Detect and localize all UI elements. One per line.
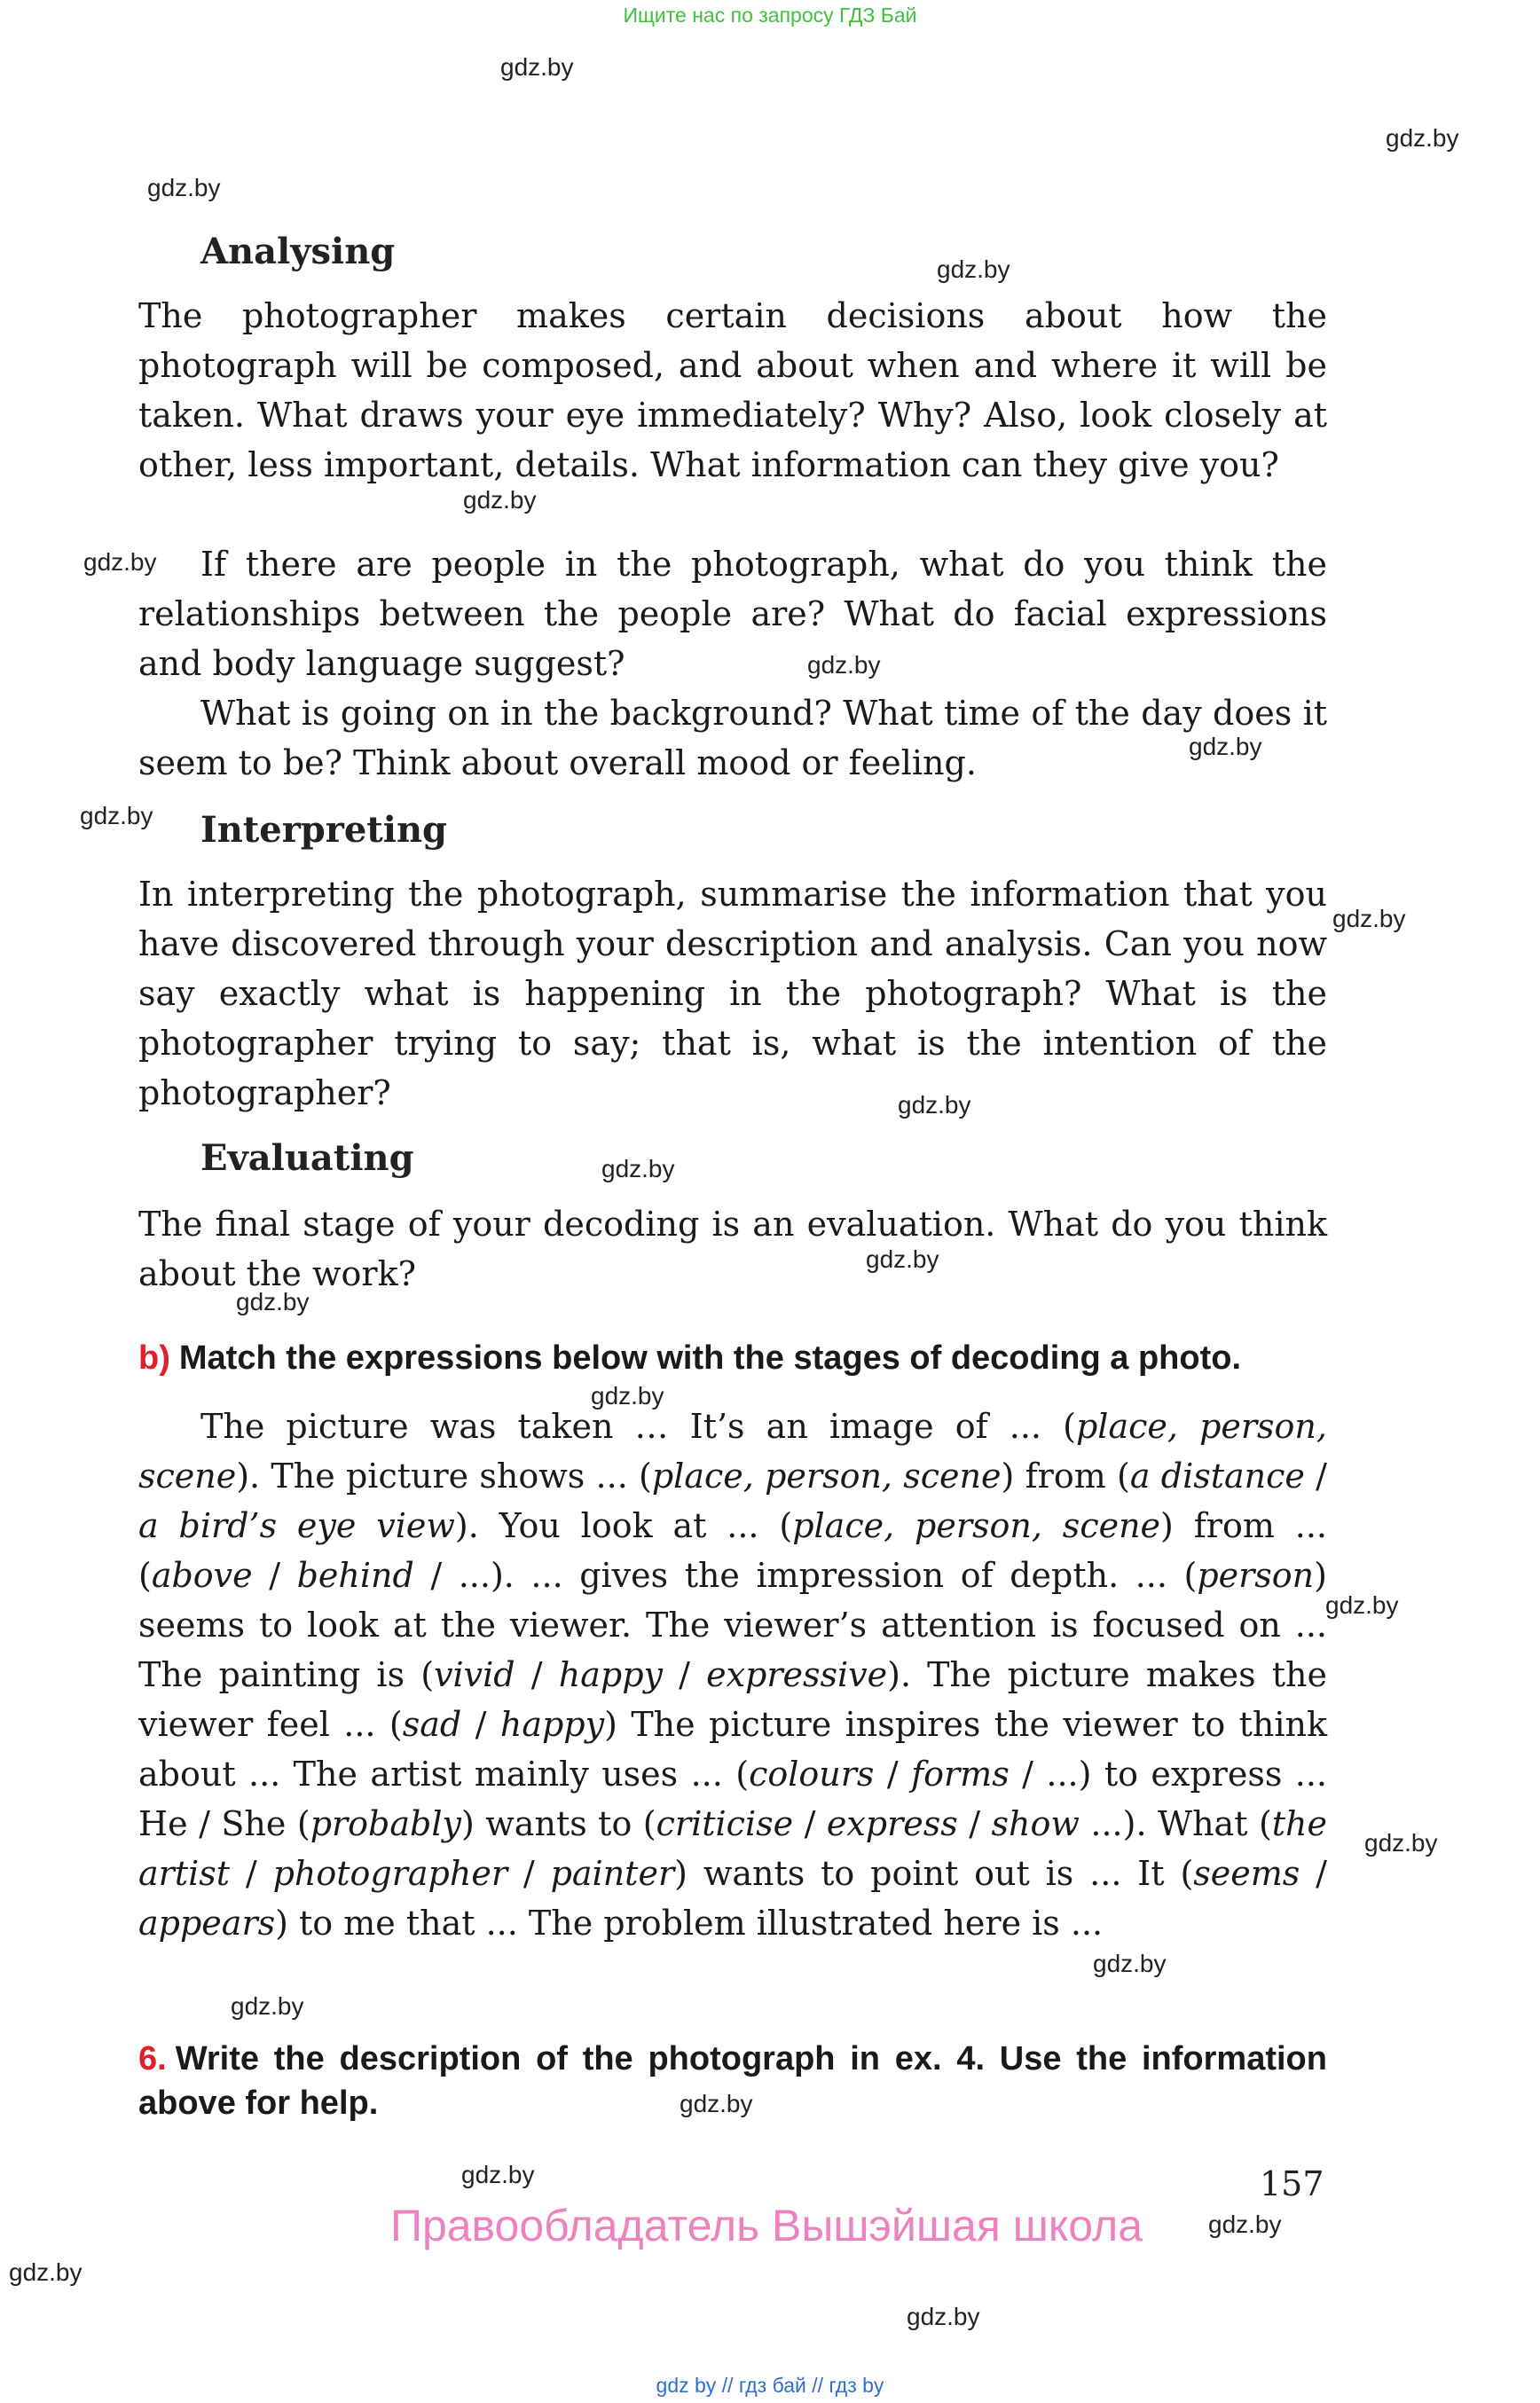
watermark: gdz.by [898,1091,971,1119]
analysing-paragraph-3: What is going on in the background? What time of the day does it seem to be? Think about overall mood or feeling. [138,694,1327,782]
expression-variant: show [991,1804,1080,1843]
expression-variant: express [826,1804,958,1843]
expression-variant: a distance [1129,1457,1305,1496]
expression-variant: the artist [138,1804,1328,1893]
evaluating-paragraph: The final stage of your decoding is an evaluation. What do you think about the work? [138,1205,1327,1293]
expression-text: ) wants to point out is ... It ( [674,1854,1194,1893]
expression-variant: happy [499,1705,605,1744]
watermark: gdz.by [463,486,537,514]
expression-text: ). The picture makes the viewer feel ... ( [138,1655,1328,1744]
task-6-text: Write the description of the photograph in ex. 4. Use the information above for help. [138,2040,1327,2122]
task-b [138,1336,1327,1380]
watermark: gdz.by [1189,733,1262,760]
expression-variant: person [1197,1556,1315,1595]
expression-variant: criticise [656,1804,794,1843]
watermark: gdz.by [680,2090,753,2117]
task-6 [138,2037,1327,2125]
expression-variant: photographer [272,1854,508,1893]
expression-text: / [252,1556,297,1595]
watermark: gdz.by [461,2161,535,2188]
expression-text: / [1304,1457,1327,1496]
watermark: gdz.by [601,1155,675,1182]
watermark: gdz.by [231,1992,304,2020]
expression-variant: probably [310,1804,461,1843]
watermark: gdz.by [591,1382,664,1410]
expression-variant: expressive [706,1655,888,1694]
watermark: gdz.by [83,548,157,576]
heading-analysing: Analysing [200,231,396,272]
expression-text: / ...). ... gives the impression of depth. ... ( [413,1556,1198,1595]
watermark: gdz.by [807,651,881,679]
expression-text: / [461,1705,500,1744]
task-6-marker: 6. [138,2040,167,2077]
expression-variant: happy [558,1655,663,1694]
watermark: gdz.by [1332,905,1406,932]
top-banner: Ищите нас по запросу ГДЗ Бай [623,4,917,27]
expression-text: ) from ... ( [138,1506,1327,1595]
heading-interpreting: Interpreting [200,809,448,851]
watermark: gdz.by [866,1245,939,1273]
analysing-paragraph-1: The photographer makes certain decisions about how the photograph will be composed, and about when and where it will be taken. What draws your eye immediately? Why? Also, look closely at other, less important, details. What information can they give you? [138,296,1327,484]
expression-variant: appears [138,1904,276,1943]
heading-evaluating: Evaluating [200,1137,414,1179]
expression-text: ) to me that ... The problem illustrated here is ... [275,1904,1104,1943]
watermark: gdz.by [1093,1950,1167,1977]
footer-links: gdz by // гдз бай // гдз by [656,2374,884,2397]
expression-text: ) from ( [1001,1457,1130,1496]
watermark: gdz.by [937,255,1010,283]
watermark: gdz.by [1364,1829,1438,1857]
expression-text: / ...) to express ... He / She ( [138,1755,1327,1843]
watermark: gdz.by [907,2303,980,2330]
expression-variant: sad [402,1705,462,1744]
expression-variant: vivid [434,1655,515,1694]
expression-text: ) seems to look at the viewer. The viewer’s attention is focused on ... The painting is ( [138,1556,1327,1694]
expression-variant: place, person, scene [792,1506,1161,1545]
expression-text: / [793,1804,827,1843]
watermark: gdz.by [80,802,153,829]
interpreting-paragraph: In interpreting the photograph, summarise the information that you have discovered through your description and analysis. Can you now say exactly what is happening in the photograph? What is the photographer trying to say; that is, what is the intention of the photographer? [138,875,1327,1112]
expression-text: / [515,1655,559,1694]
expression-variant: seems [1193,1854,1300,1893]
expression-text: / [507,1854,551,1893]
expression-variant: place, person, scene [651,1457,1002,1496]
expression-text: ). The picture shows ... ( [236,1457,652,1496]
task-b-text: Match the expressions below with the stages of decoding a photo. [178,1339,1242,1377]
expression-variant: forms [911,1755,1010,1794]
expression-text: / [663,1655,707,1694]
watermark: gdz.by [1386,124,1459,152]
watermark: gdz.by [1208,2211,1282,2238]
expression-variant: a bird’s eye view [138,1506,455,1545]
expression-variant: colours [749,1755,875,1794]
expression-text: ) The picture inspires the viewer to think about ... The artist mainly uses ... ( [138,1705,1327,1794]
watermark: gdz.by [9,2258,82,2286]
rights-holder: Правообладатель Вышэйшая школа [390,2201,1143,2250]
expression-text: ). You look at ... ( [454,1506,793,1545]
expression-variant: painter [550,1854,675,1893]
expression-text: / [874,1755,912,1794]
analysing-paragraph-2: If there are people in the photograph, what do you think the relationships between the people are? What do facial expressions and body language suggest? [138,545,1327,683]
expression-text: / [1300,1854,1327,1893]
expression-variant: above [151,1556,253,1595]
expression-text: ...). What ( [1079,1804,1272,1843]
expression-text: ) wants to ( [460,1804,656,1843]
expression-text: / [957,1804,992,1843]
watermark: gdz.by [147,174,221,201]
watermark: gdz.by [500,53,574,81]
expression-variant: place, person, scene [138,1407,1327,1496]
expression-variant: behind [296,1556,414,1595]
expressions-paragraph [138,1402,1327,1948]
page-number: 157 [1260,2164,1324,2203]
task-b-marker: b) [138,1339,170,1377]
watermark: gdz.by [236,1288,310,1315]
expression-text: / [230,1854,273,1893]
watermark: gdz.by [1325,1591,1399,1619]
expression-text: The picture was taken … It’s an image of ... ( [200,1407,1076,1446]
